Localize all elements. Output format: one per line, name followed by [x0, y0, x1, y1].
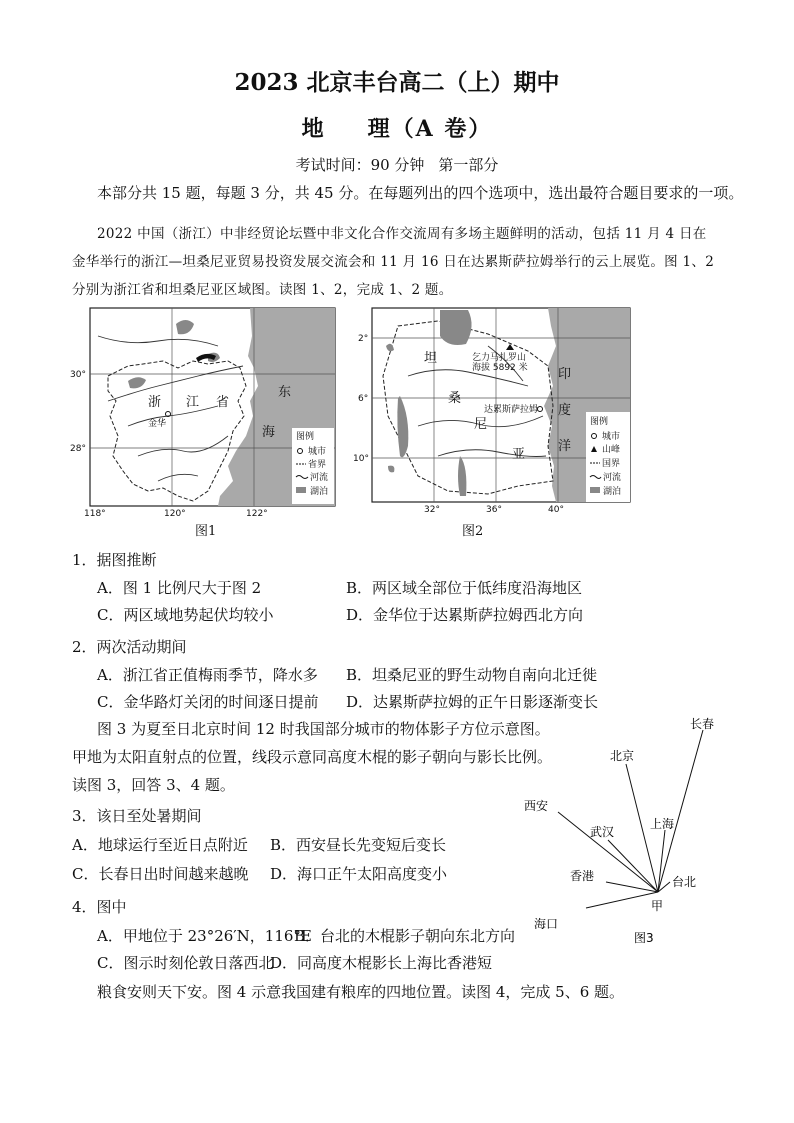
exam-time: 考试时间：90 分钟	[295, 156, 425, 174]
map1-prov-char2: 江	[186, 395, 200, 410]
subject-left: 地	[301, 116, 326, 142]
map2-legend-river: 河流	[603, 473, 622, 483]
fig3-caption: 图3	[634, 931, 654, 945]
map2-lon-36: 36°	[486, 505, 502, 515]
figure3-shadows	[518, 712, 748, 948]
q2-stem: 2．两次活动期间	[72, 638, 187, 656]
map1-legend-city: 城市	[308, 447, 327, 457]
fig3-city-xian: 西安	[524, 799, 549, 813]
map2-lon-40: 40°	[548, 505, 564, 515]
exam-time-line	[0, 154, 794, 175]
stem1-line3: 分别为浙江省和坦桑尼亚区域图。读图 1、2，完成 1、2 题。	[72, 282, 453, 298]
map1-legend-river: 河流	[310, 473, 329, 483]
q2-option-d: D．达累斯萨拉姆的正午日影逐渐变长	[346, 693, 599, 711]
map2-ocean-char2: 度	[558, 403, 572, 418]
map2-legend-title: 图例	[590, 417, 609, 427]
exam-title: 2023 北京丰台高二（上）期中	[234, 69, 560, 96]
shadow-line-shanghai	[658, 830, 665, 892]
subject-right: 理（A 卷）	[367, 116, 493, 142]
q1-option-a: A．图 1 比例尺大于图 2	[97, 579, 262, 597]
q1-option-c: C．两区域地势起伏均较小	[97, 606, 274, 624]
q4-option-b: B．台北的木棍影子朝向东北方向	[294, 927, 516, 945]
map1-lat-28: 28°	[70, 444, 86, 454]
map2-legend-peak: 山峰	[602, 445, 621, 455]
map2-legend-city: 城市	[602, 432, 621, 442]
fig3-city-hongkong: 香港	[570, 869, 595, 883]
map1-prov-char3: 省	[216, 395, 230, 410]
q3-option-b: B．西安昼长先变短后变长	[270, 836, 447, 854]
map2-country-char3: 尼	[474, 417, 488, 432]
stem3-line2: 甲地为太阳直射点的位置，线段示意同高度木棍的影子朝向与影长比例。	[72, 748, 553, 766]
map2-country-char1: 坦	[424, 351, 438, 366]
q3-option-d: D．海口正午太阳高度变小	[270, 865, 448, 883]
fig3-city-taipei: 台北	[672, 875, 697, 889]
map2-lat-6: 6°	[358, 394, 369, 404]
map2-mountain-name: 乞力马扎罗山	[472, 353, 527, 363]
subject-title	[0, 112, 794, 143]
stem3-line3: 读图 3，回答 3、4 题。	[72, 776, 235, 794]
q1-stem: 1．据图推断	[72, 551, 157, 569]
map1-lat-30: 30°	[70, 370, 86, 380]
map2-ocean-char3: 洋	[558, 439, 572, 454]
map1-zhejiang	[68, 306, 338, 518]
q4-stem: 4．图中	[72, 898, 127, 916]
fig3-city-changchun: 长春	[690, 717, 715, 731]
fig3-city-beijing: 北京	[610, 749, 635, 763]
part-label: 第一部分	[438, 156, 499, 174]
stem5: 粮食安则天下安。图 4 示意我国建有粮库的四地位置。读图 4，完成 5、6 题。	[97, 983, 625, 1001]
map2-mountain-elev: 海拔 5892 米	[472, 363, 528, 373]
map1-sea-char2: 海	[262, 425, 276, 440]
map2-legend-lake: 湖泊	[603, 487, 622, 497]
q1-option-b: B．两区域全部位于低纬度沿海地区	[346, 579, 583, 597]
fig3-city-shanghai: 上海	[650, 817, 675, 831]
shadow-line-changchun	[658, 730, 703, 892]
shadow-line-haikou	[586, 892, 658, 908]
fig3-city-haikou: 海口	[534, 917, 559, 931]
map2-country-char4: 亚	[512, 447, 526, 462]
q3-option-c: C．长春日出时间越来越晚	[72, 865, 249, 883]
map1-prov-char1: 浙	[148, 395, 162, 410]
q1-option-d: D．金华位于达累斯萨拉姆西北方向	[346, 606, 584, 624]
q4-option-c: C．图示时刻伦敦日落西北	[97, 954, 274, 972]
fig3-city-wuhan: 武汉	[590, 825, 615, 839]
map1-sea-char1: 东	[278, 385, 292, 400]
stem1-line1: 2022 中国（浙江）中非经贸论坛暨中非文化合作交流周有多场主题鲜明的活动，包括 11 月 4 日在	[97, 226, 707, 242]
q3-stem: 3．该日至处暑期间	[72, 807, 202, 825]
map1-legend-title: 图例	[296, 432, 315, 442]
q2-option-a: A．浙江省正值梅雨季节，降水多	[97, 666, 318, 684]
q2-option-c: C．金华路灯关闭的时间逐日提前	[97, 693, 319, 711]
q4-option-d: D．同高度木棍影长上海比香港短	[270, 954, 493, 972]
map2-city-dar: 达累斯萨拉姆	[484, 405, 539, 415]
map1-lon-120: 120°	[164, 509, 186, 518]
q4-option-a: A．甲地位于 23°26′N，116°E	[97, 927, 312, 945]
fig3-origin: 甲	[651, 899, 664, 913]
q2-option-b: B．坦桑尼亚的野生动物自南向北迁徙	[346, 666, 598, 684]
map1-city-jinhua: 金华	[148, 419, 167, 429]
map2-lat-2: 2°	[358, 334, 369, 344]
map1-legend-border: 省界	[308, 460, 327, 470]
map1-legend-lake: 湖泊	[310, 487, 329, 497]
map2-tanzania	[348, 306, 634, 518]
q3-option-a: A．地球运行至近日点附近	[72, 836, 248, 854]
stem3-line1: 图 3 为夏至日北京时间 12 时我国部分城市的物体影子方位示意图。	[97, 720, 550, 738]
map2-lat-10: 10°	[353, 454, 369, 464]
map1-lon-118: 118°	[84, 509, 106, 518]
map2-lon-32: 32°	[424, 505, 440, 515]
map2-country-char2: 桑	[448, 391, 462, 406]
map2-ocean-char1: 印	[558, 367, 572, 382]
instructions: 本部分共 15 题，每题 3 分，共 45 分。在每题列出的四个选项中，选出最符合题目要求的一项。	[97, 184, 744, 202]
map2-legend-border: 国界	[602, 459, 621, 469]
map2-caption: 图2	[462, 524, 484, 539]
map1-caption: 图1	[195, 524, 217, 539]
stem1-line2: 金华举行的浙江—坦桑尼亚贸易投资发展交流会和 11 月 16 日在达累斯萨拉姆举行的云上展览。图 1、2	[72, 254, 715, 270]
map1-lon-122: 122°	[246, 509, 268, 518]
